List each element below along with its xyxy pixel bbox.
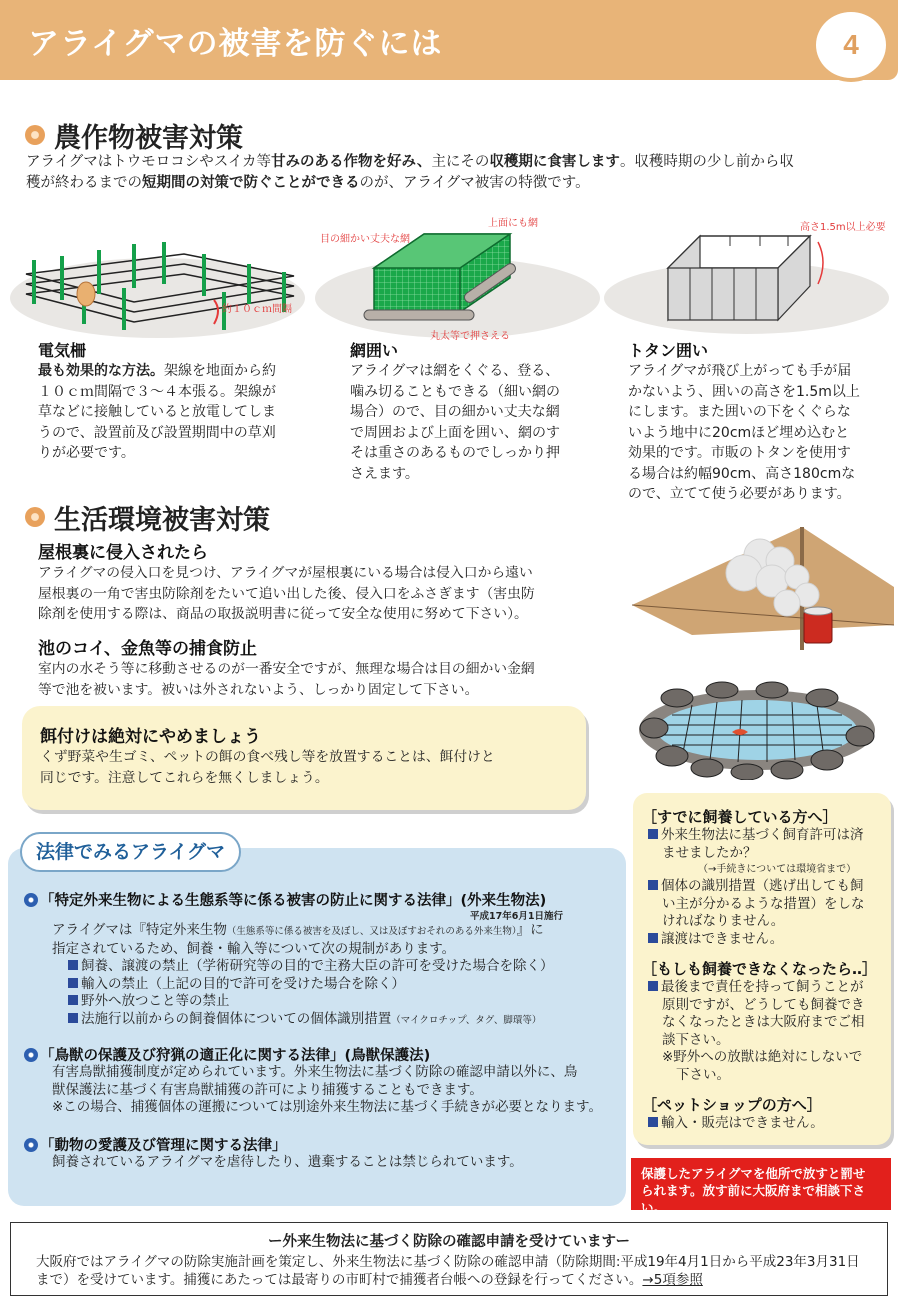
page-number: 4	[812, 8, 890, 82]
log-weight-label: 丸太等で押さえる	[430, 331, 510, 342]
law1-body: アライグマは『特定外来生物（生態系等に係る被害を及ぼし、又は及ぼすおそれのある外来生物）』に 指定されているため、飼養・輸入等について次の規制があります。 飼養、譲渡の禁止（学術研究等の目的で主務大臣の許可を受けた場合を除く） 輸入の禁止（上記の目的で許可を受けた場合を除く） 野外へ放つこと等の禁止 法施行以前からの飼養個体についての個体識別措置（マイクロチップ、タグ、脚環等）	[52, 922, 554, 1027]
law-panel-title: 法律でみるアライグマ	[20, 832, 241, 872]
height-label: 高さ1.5m以上必要	[800, 222, 886, 233]
footer-notice-box	[10, 1222, 888, 1296]
fine-net-label: 目の細かい丈夫な網	[320, 234, 410, 245]
owners-info-content: ［すでに飼養している方へ］ 外来生物法に基づく飼育許可は済 ませましたか？ （→手続きについては環境省まで） 個体の識別措置（逃げ出しても飼 い主が分かるような措置）をしな ければなりません。 譲渡はできません。 ［もしも飼養できなくなったら‥］ 最後まで責任を持って飼うことが 原則ですが、どうしても飼養でき なくなったときは大阪府までご相 談下さい。 ※野外への放獣は絶対にしないで 下さい。 ［ペットショップの方へ］ 輸入・販売はできません。	[642, 808, 878, 1131]
page-reference-link[interactable]: →5項参照	[642, 1272, 703, 1288]
footer-title: ー外来生物法に基づく防除の確認申請を受けていますー	[267, 1234, 631, 1250]
law2-body: 有害鳥獣捕獲制度が定められています。外来生物法に基づく防除の確認申請以外に、鳥 獣保護法に基づく有害鳥獣捕獲の許可により捕獲することもできます。 ※この場合、捕獲個体の運搬については別途外来生物法に基づく手続きが必要となります。	[52, 1064, 602, 1115]
release-warning-banner: 保護したアライグマを他所で放すと罰せ られます。放す前に大阪府まで相談下さい。	[631, 1158, 891, 1210]
electric-fence-heading: 電気柵	[38, 341, 87, 360]
feeding-block: 餌付けは絶対にやめましょう くず野菜や生ゴミ、ペットの餌の食べ残し等を放置することは、餌付けと 同じです。注意してこれらを無くしましょう。	[40, 722, 580, 788]
law3-body: 飼養されているアライグマを虐待したり、遺棄することは禁じられています。	[52, 1154, 523, 1170]
law1-date: 平成17年6月1日施行	[470, 911, 563, 922]
tin-fence-heading: トタン囲い	[628, 341, 709, 360]
tin-fence-text: トタン囲い アライグマが飛び上がっても手が届 かないよう、囲いの高さを1.5m以上 にします。また囲いの下をくぐらな いよう地中に20cmほど埋め込むと 効果的です。市販のトタンを使用す る場合は約幅90cm、高さ180cmな ので、立てて使う必要があります。	[628, 338, 890, 505]
section-bullet-icon	[25, 125, 45, 145]
pond-block: 池のコイ、金魚等の捕食防止 室内の水そう等に移動させるのが一番安全ですが、無理な場合は目の細かい金網 等で池を被います。被いは外されないよう、しっかり固定して下さい。	[38, 634, 618, 700]
feeding-heading: 餌付けは絶対にやめましょう	[40, 727, 261, 747]
tin-fence-drawing	[660, 228, 840, 328]
attic-block: 屋根裏に侵入されたら アライグマの侵入口を見つけ、アライグマが屋根裏にいる場合は侵入口から遠い 屋根裏の一角で害虫防除剤をたいて追い出した後、侵入口をふさぎます（害虫防 除剤を使用する際は、商品の取扱説明書に従って安全な使用に努めて下さい）。	[38, 538, 618, 625]
electric-fence-drawing	[14, 232, 314, 332]
top-net-label: 上面にも網	[488, 218, 538, 229]
page-title: アライグマの被害を防ぐには	[28, 26, 443, 62]
pond-heading: 池のコイ、金魚等の捕食防止	[38, 639, 257, 659]
law2-heading: 「鳥獣の保護及び狩猟の適正化に関する法律」(鳥獣保護法)	[40, 1048, 431, 1064]
living-section-title: 生活環境被害対策	[54, 505, 270, 536]
net-enclosure-heading: 網囲い	[350, 341, 399, 360]
law-bullet-icon	[24, 1048, 38, 1062]
attic-heading: 屋根裏に侵入されたら	[38, 543, 208, 563]
law-bullet-icon	[24, 1138, 38, 1152]
spacing-label: 約１０ｃｍ間隔	[222, 304, 292, 315]
attic-smoke-illustration	[632, 515, 894, 650]
crop-intro: アライグマはトウモロコシやスイカ等甘みのある作物を好み、主にその収穫期に食害します。収穫時期の少し前から収 穫が終わるまでの短期間の対策で防ぐことができるのが、アライグマ被害の特徴です。	[26, 154, 794, 191]
law1-heading: 「特定外来生物による生態系等に係る被害の防止に関する法律」(外来生物法)	[40, 893, 547, 909]
crop-section-title: 農作物被害対策	[54, 123, 243, 154]
footer-body: 大阪府ではアライグマの防除実施計画を策定し、外来生物法に基づく防除の確認申請（防除期間:平成19年4月1日から平成23年3月31日 まで）を受けています。捕獲にあたっては最寄りの市町村で捕獲者台帳への登録を行ってください。→5項参照	[36, 1254, 860, 1288]
section-bullet-icon	[25, 507, 45, 527]
law3-heading: 「動物の愛護及び管理に関する法律」	[40, 1138, 287, 1154]
net-enclosure-text: 網囲い アライグマは網をくぐる、登る、 噛み切ることもできる（細い網の 場合）ので、目の細かい丈夫な網 で周囲および上面を囲い、網のす そは重さのあるものでしっかり押 さえます。	[350, 338, 600, 484]
law-bullet-icon	[24, 893, 38, 907]
pond-net-illustration	[632, 680, 882, 780]
electric-fence-text: 電気柵 最も効果的な方法。架線を地面から約 １０ｃｍ間隔で３～４本張る。架線が 草などに接触していると放電してしま うので、設置前及び設置期間中の草刈 りが必要です。	[38, 338, 310, 464]
